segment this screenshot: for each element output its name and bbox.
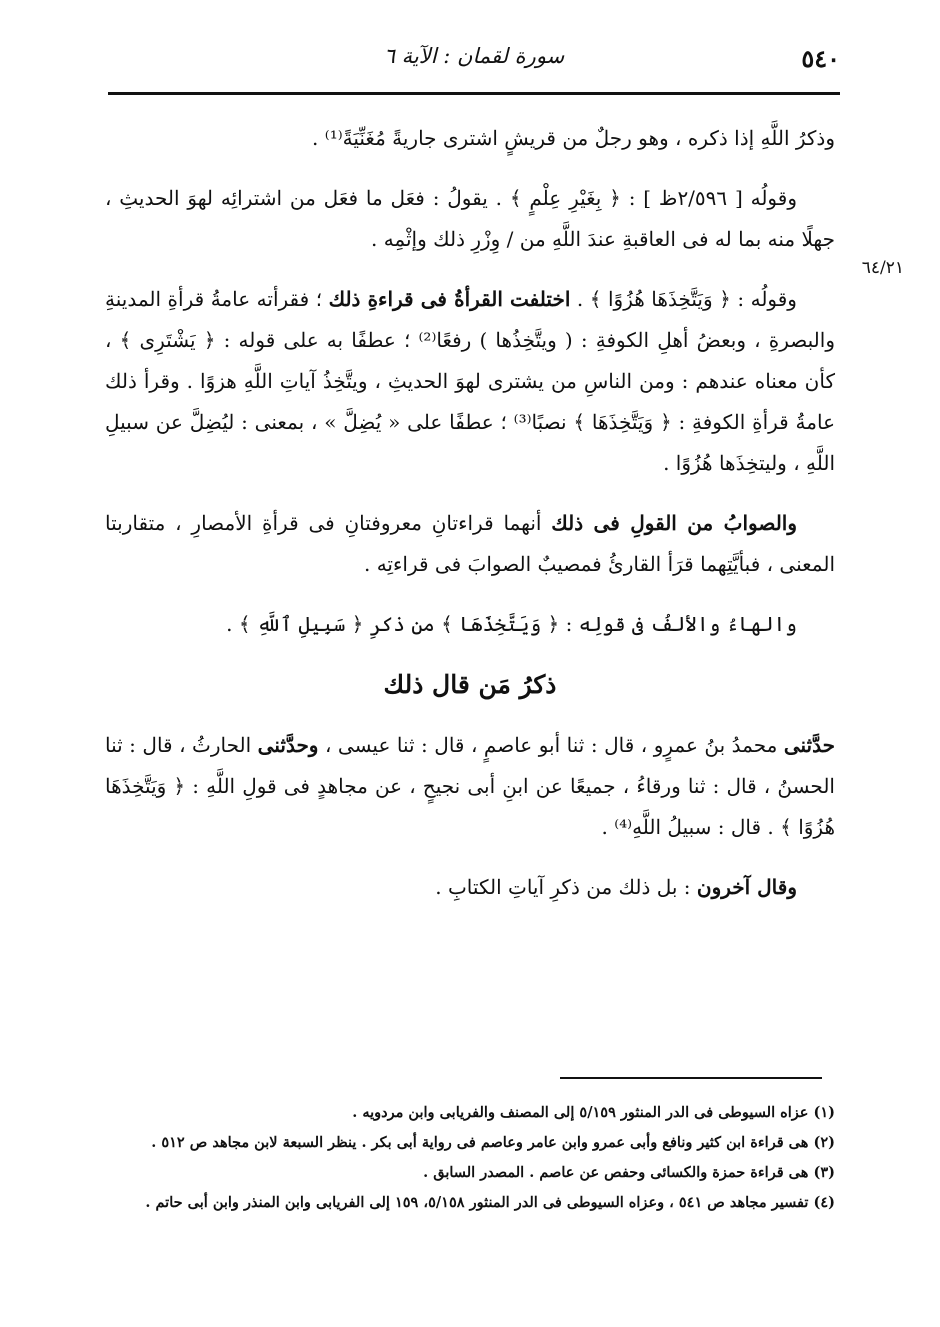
- main-text: [105, 118, 835, 927]
- paragraph-6: [105, 725, 835, 848]
- footnotes: [105, 1098, 835, 1218]
- paragraph-3-lead: وقولُه : ﴿ وَيَتَّخِذَهَا هُزُوًا ﴾ .: [570, 287, 797, 311]
- footnote-4: (٤) تفسير مجاهد ص ٥٤١ ، وعزاه السيوطى فى الدر المنثور ٥/١٥٨، ١٥٩ إلى الفريابى وابن المنذر وابن أبى حاتم .: [145, 1194, 835, 1211]
- paragraph-7: [105, 867, 835, 908]
- paragraph-2: وقولُه [ ٢/٥٩٦ظ ] : ﴿ بِغَيْرِ عِلْمٍ ﴾ . يقولُ : فعَل ما فعَل من اشترائِه لهوَ الحديثِ ، جهلًا منه بما له فى العاقبةِ عندَ اللَّهِ من / وِزْرِ ذلك وإثْمِه .: [105, 186, 835, 251]
- paragraph-3-rest: ؛ فقرأته عامةُ قرأةِ المدينةِ والبصرةِ ، وبعضُ أهلِ الكوفةِ : ( ويتَّخِذُها ) رفعًا⁽²⁾ ؛ عطفًا به على قوله : ﴿ يَشْتَرِى ﴾ ، كأن معناه عندهم : ومن الناسِ من يشترى لهوَ الحديثِ ، ويتَّخِذُ آياتِ اللَّهِ هزوًا . وقرأ ذلك عامةُ قرأةِ الكوفةِ : ﴿ وَيَتَّخِذَهَا ﴾ نصبًا⁽³⁾ ؛ عطفًا على « يُضِلَّ » ، بمعنى : ليُضِلَّ عن سبيلِ اللَّهِ ، وليتخِذَها هُزُوًا .: [105, 287, 836, 475]
- footnote-2: (٢) هى قراءة ابن كثير ونافع وأبى عمرو وابن عامر وعاصم فى رواية أبى بكر . ينظر السبعة لابن مجاهد ص ٥١٢ .: [151, 1134, 835, 1151]
- page-number: ٥٤٠: [801, 44, 840, 73]
- paragraph-4: [105, 503, 835, 585]
- running-title: سورة لقمان : الآية ٦: [383, 44, 565, 68]
- margin-volume-reference: ٦٤/٢١: [861, 258, 904, 278]
- paragraph-4-bold: والصوابُ من القولِ فى ذلك: [551, 511, 797, 535]
- page-header: [108, 40, 840, 84]
- section-heading: ذكرُ مَن قال ذلك: [383, 670, 557, 699]
- paragraph-3: [105, 279, 835, 484]
- footnote-rule: [560, 1077, 822, 1079]
- header-rule: [108, 92, 840, 95]
- paragraph-6-bold-1: حدَّثنى: [783, 733, 835, 757]
- paragraph-5: والهاءُ والألفُ فى قولِه : ﴿ وَيَتَّخِذَهَا ﴾ من ذكرِ ﴿ سَبِيلِ ٱللَّهِ ﴾ .: [226, 612, 797, 636]
- paragraph-1: وذكرُ اللَّهِ إذا ذكره ، وهو رجلٌ من قريشٍ اشترى جاريةً مُغَنِّيَةً⁽¹⁾ .: [312, 126, 835, 150]
- paragraph-3-bold: اختلفت القرأةُ فى قراءةِ ذلك: [328, 287, 571, 311]
- paragraph-4-rest: أنهما قراءتانِ معروفتانِ فى قرأةِ الأمصارِ ، متقاربتا المعنى ، فبأيَّتِهما قرَأ القارئُ فمصيبٌ الصوابَ فى قراءتِه .: [105, 511, 835, 576]
- paragraph-6-mid: محمدُ بنُ عمرٍو ، قال : ثنا أبو عاصمٍ ، قال : ثنا عيسى ،: [318, 733, 784, 757]
- paragraph-7-rest: : بل ذلك من ذكرِ آياتِ الكتابِ .: [435, 875, 697, 899]
- paragraph-6-bold-2: وحدَّثنى: [257, 733, 319, 757]
- footnote-1: (١) عزاه السيوطى فى الدر المنثور ٥/١٥٩ إلى المصنف والفريابى وابن مردويه .: [352, 1104, 835, 1121]
- paragraph-7-bold: وقال آخرون: [696, 875, 797, 899]
- paragraph-6-rest: الحارثُ ، قال : ثنا الحسنُ ، قال : ثنا ورقاءُ ، جميعًا عن ابنِ أبى نجيحٍ ، عن مجاهدٍ فى قولِ اللَّهِ : ﴿ وَيَتَّخِذَهَا هُزُوًا ﴾ . قال : سبيلُ اللَّهِ⁽⁴⁾ .: [105, 733, 835, 839]
- footnote-3: (٣) هى قراءة حمزة والكسائى وحفص عن عاصم . المصدر السابق .: [423, 1164, 835, 1181]
